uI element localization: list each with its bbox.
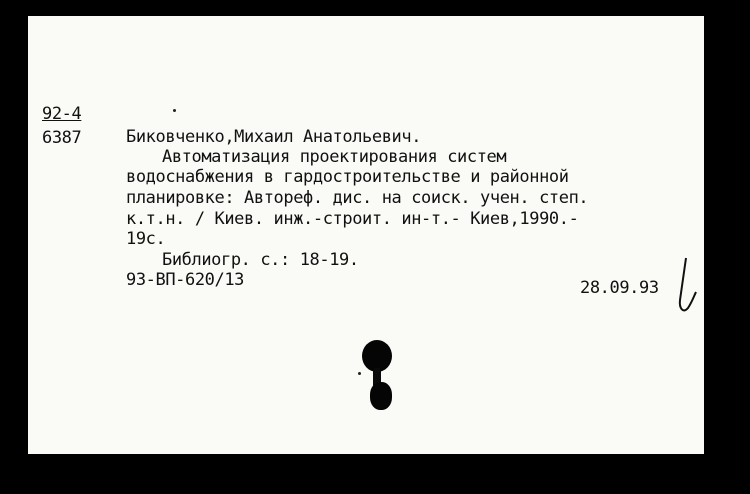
inventory-number: 93-ВП-620/13 — [126, 270, 245, 290]
handwritten-mark — [674, 256, 700, 318]
title-line-5: 19с. — [126, 229, 166, 249]
author-heading: Биковченко,Михаил Анатольевич. — [126, 127, 422, 147]
speck — [358, 372, 361, 375]
title-line-1: Автоматизация проектирования систем — [162, 147, 507, 167]
catalog-card — [28, 16, 704, 454]
title-line-3: планировке: Автореф. дис. на соиск. учен. степ. — [126, 188, 589, 208]
shelfmark-line-1: 92-4 — [42, 104, 82, 124]
shelfmark-line-2: 6387 — [42, 128, 82, 148]
title-line-2: водоснабжения в гардостроительстве и районной — [126, 167, 569, 187]
date-stamp: 28.09.93 — [580, 278, 659, 298]
title-line-4: к.т.н. / Киев. инж.-строит. ин-т.- Киев,1990.- — [126, 209, 579, 229]
bibliography-note: Библиогр. с.: 18-19. — [162, 250, 359, 270]
punch-hole-fragment — [370, 382, 392, 410]
speck — [173, 109, 176, 112]
